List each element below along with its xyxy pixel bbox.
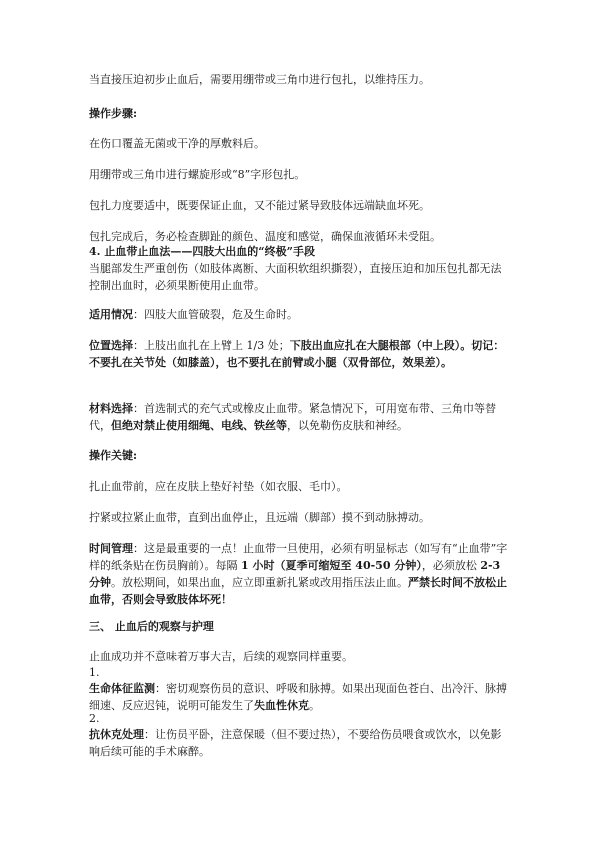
apply-label: 适用情况	[89, 308, 133, 321]
material-paragraph	[89, 400, 509, 434]
tourniquet-heading: 4. 止血带止血法——四肢大出血的“终极”手段	[89, 245, 315, 258]
steps-title: 操作步骤:	[89, 107, 138, 120]
intro-paragraph: 当直接压迫初步止血后，需要用绷带或三角巾进行包扎，以维持压力。	[89, 73, 430, 86]
time-release: 2-3 分钟	[89, 559, 501, 589]
key-2: 拧紧或拉紧止血带，直到出血停止，且远端（脚部）摸不到动脉搏动。	[89, 511, 430, 524]
section3-heading: 三、 止血后的观察与护理	[89, 620, 214, 633]
list-number-2: 2.	[89, 712, 100, 725]
shock-paragraph	[89, 726, 509, 760]
time-interval: 1 小时（夏季可缩短至 40-50 分钟）	[241, 559, 422, 572]
position-warning: 下肢出血应扎在大腿根部（中上段）。切记：不要扎在关节处（如膝盖），也不要扎在前臂或小腿（双骨部位，效果差）。	[89, 339, 505, 369]
vital-label: 生命体征监测	[89, 682, 155, 695]
time-text-2: ，必须放松	[421, 559, 481, 572]
section3-intro: 止血成功并不意味着万事大吉，后续的观察同样重要。	[89, 650, 353, 663]
position-paragraph	[89, 337, 509, 371]
apply-paragraph	[89, 306, 509, 323]
vital-paragraph	[89, 680, 509, 714]
shock-label: 抗休克处理	[89, 728, 144, 741]
shock-text: ：让伤员平卧，注意保暖（但不要过热），不要给伤员喂食或饮水，以免影响后续可能的手术麻醉。	[89, 728, 502, 758]
step-4: 包扎完成后，务必检查脚趾的颜色、温度和感觉，确保血液循环未受阻。	[89, 230, 441, 243]
tourniquet-intro: 当腿部发生严重创伤（如肢体离断、大面积软组织撕裂），直接压迫和加压包扎都无法控制出血时，必须果断使用止血带。	[89, 262, 502, 292]
material-label: 材料选择	[89, 402, 133, 415]
key-1: 扎止血带前，应在皮肤上垫好衬垫（如衣服、毛巾）。	[89, 480, 348, 493]
time-label: 时间管理	[89, 542, 133, 555]
time-warning: 严禁长时间不放松止血带，否则会导致肢体坏死！	[89, 576, 507, 606]
list-number-1: 1.	[89, 666, 100, 679]
apply-text: ：四肢大血管破裂，危及生命时。	[133, 308, 298, 321]
position-text: ：上肢出血扎在上臂上 1/3 处；	[133, 339, 290, 352]
step-1: 在伤口覆盖无菌或干净的厚敷料后。	[89, 137, 265, 150]
position-label: 位置选择	[89, 339, 133, 352]
key-title: 操作关键:	[89, 449, 138, 462]
vital-text-2: 。	[309, 699, 320, 712]
time-text-3: 。放松期间，如果出血，应立即重新扎紧或改用指压法止血。	[111, 576, 408, 589]
time-paragraph	[89, 540, 509, 608]
material-warning: 但绝对禁止使用细绳、电线、铁丝等	[111, 419, 287, 432]
vital-text-1: ：密切观察伤员的意识、呼吸和脉搏。如果出现面色苍白、出冷汗、脉搏细速、反应迟钝，说明可能发生了	[89, 682, 507, 712]
material-text-1: ：首选制式的充气式或橡皮止血带。紧急情况下，可用宽布带、三角巾等替代，	[89, 402, 496, 432]
material-text-2: ，以免勒伤皮肤和神经。	[287, 419, 408, 432]
time-text-1: ：这是最重要的一点！止血带一旦使用，必须有明显标志（如写有“止血带”字样的纸条贴在伤员胸前）。每隔	[89, 542, 508, 572]
vital-shock: 失血性休克	[254, 699, 309, 712]
step-2: 用绷带或三角巾进行螺旋形或“8”字形包扎。	[89, 168, 306, 181]
step-3: 包扎力度要适中，既要保证止血，又不能过紧导致肢体远端缺血坏死。	[89, 199, 430, 212]
